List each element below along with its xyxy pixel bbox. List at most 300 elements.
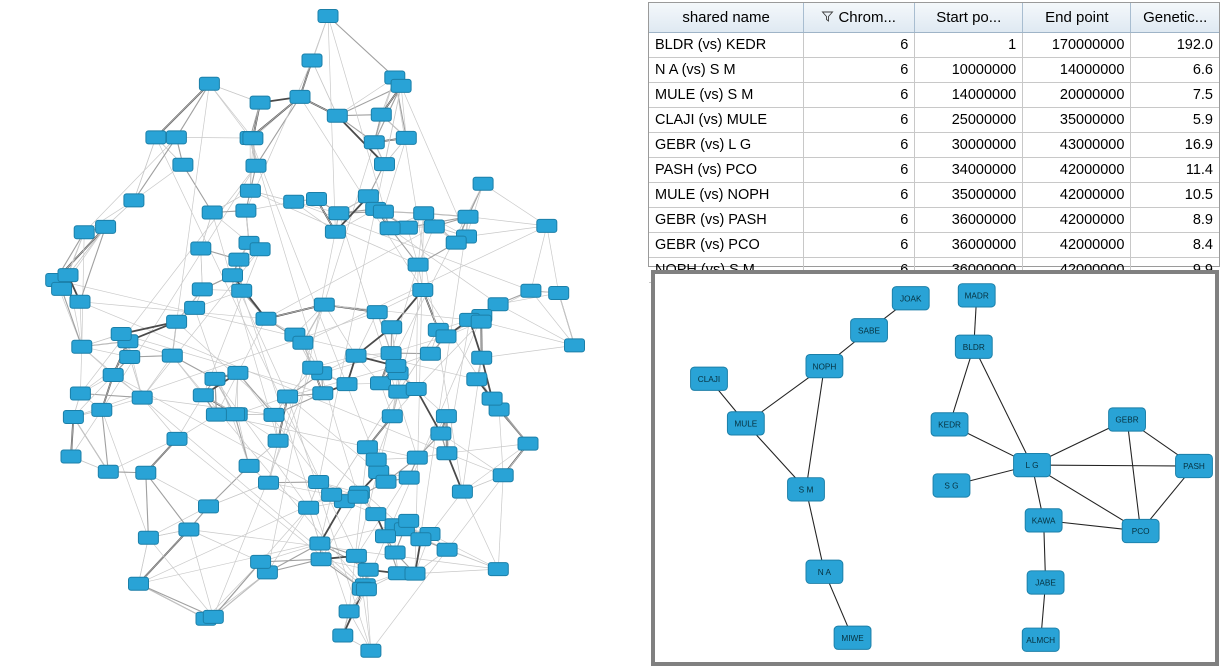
network-edge[interactable] (176, 137, 250, 138)
network-node-shape[interactable] (346, 549, 366, 562)
network-node-shape[interactable] (103, 369, 123, 382)
network-node-shape[interactable] (251, 555, 271, 568)
network-node[interactable] (120, 351, 140, 364)
network-node[interactable] (361, 644, 381, 657)
network-node[interactable] (232, 284, 252, 297)
network-node-shape[interactable] (380, 222, 400, 235)
network-node[interactable] (348, 490, 368, 503)
network-node-shape[interactable] (467, 373, 487, 386)
network-node[interactable] (96, 220, 116, 233)
network-node-shape[interactable] (371, 108, 391, 121)
network-node-shape[interactable] (339, 605, 359, 618)
network-node[interactable] (193, 389, 213, 402)
table-cell-chromosome[interactable]: 6 (804, 183, 915, 208)
network-node-shape[interactable] (357, 441, 377, 454)
network-edge[interactable] (559, 293, 575, 345)
network-node[interactable] (399, 471, 419, 484)
network-node-shape[interactable] (381, 347, 401, 360)
network-node-shape[interactable] (482, 392, 502, 405)
network-edge[interactable] (238, 319, 266, 373)
table-cell-genetic[interactable]: 7.5 (1131, 83, 1219, 108)
network-node-shape[interactable] (521, 284, 541, 297)
network-node[interactable] (58, 269, 78, 282)
network-node-shape[interactable] (488, 563, 508, 576)
network-node[interactable] (727, 412, 764, 435)
network-node[interactable] (52, 282, 72, 295)
network-node-shape[interactable] (70, 295, 90, 308)
table-cell-shared-name[interactable]: MULE (vs) NOPH (649, 183, 804, 208)
table-cell-chromosome[interactable]: 6 (804, 158, 915, 183)
network-node[interactable] (129, 577, 149, 590)
network-node[interactable] (92, 403, 112, 416)
table-row[interactable] (649, 108, 1219, 133)
network-node[interactable] (322, 488, 342, 501)
network-node-shape[interactable] (473, 177, 493, 190)
network-node-shape[interactable] (146, 131, 166, 144)
network-node[interactable] (537, 219, 557, 232)
network-node[interactable] (191, 242, 211, 255)
network-node[interactable] (179, 523, 199, 536)
table-cell-start-point[interactable]: 36000000 (915, 208, 1023, 233)
network-node[interactable] (452, 485, 472, 498)
network-node[interactable] (376, 475, 396, 488)
network-node[interactable] (437, 447, 457, 460)
network-node[interactable] (264, 408, 284, 421)
network-node-shape[interactable] (399, 471, 419, 484)
network-node[interactable] (268, 434, 288, 447)
network-edge[interactable] (1127, 420, 1141, 532)
network-node[interactable] (399, 514, 419, 527)
network-node[interactable] (278, 390, 298, 403)
network-node[interactable] (205, 372, 225, 385)
network-node-shape[interactable] (437, 447, 457, 460)
network-node[interactable] (1014, 453, 1051, 476)
network-edge[interactable] (498, 475, 503, 569)
network-node-shape[interactable] (411, 533, 431, 546)
network-node[interactable] (309, 476, 329, 489)
network-edge[interactable] (328, 16, 395, 78)
network-node-shape[interactable] (373, 205, 393, 218)
network-node-shape[interactable] (318, 10, 338, 23)
network-node[interactable] (124, 194, 144, 207)
network-node-shape[interactable] (356, 583, 376, 596)
network-node[interactable] (103, 369, 123, 382)
network-node[interactable] (259, 476, 279, 489)
table-body[interactable] (649, 33, 1219, 283)
network-node[interactable] (185, 301, 205, 314)
network-node[interactable] (382, 321, 402, 334)
table-cell-start-point[interactable]: 1 (915, 33, 1023, 58)
network-node-shape[interactable] (406, 383, 426, 396)
network-node-shape[interactable] (472, 351, 492, 364)
network-node[interactable] (299, 501, 319, 514)
network-node[interactable] (420, 347, 440, 360)
network-node[interactable] (482, 392, 502, 405)
column-header-chromosome[interactable] (804, 3, 915, 33)
filtered-network-graph-canvas[interactable] (655, 274, 1215, 662)
network-node[interactable] (851, 319, 888, 342)
network-node-shape[interactable] (185, 301, 205, 314)
network-node[interactable] (364, 136, 384, 149)
network-node-shape[interactable] (63, 411, 83, 424)
network-node[interactable] (493, 469, 513, 482)
network-edge[interactable] (362, 589, 371, 651)
column-header-genetic[interactable] (1131, 3, 1219, 33)
table-cell-genetic[interactable]: 16.9 (1131, 133, 1219, 158)
network-node[interactable] (346, 349, 366, 362)
table-cell-end-point[interactable]: 42000000 (1023, 233, 1131, 258)
table-cell-end-point[interactable]: 14000000 (1023, 58, 1131, 83)
network-node-shape[interactable] (232, 284, 252, 297)
network-node[interactable] (243, 132, 263, 145)
table-cell-end-point[interactable]: 20000000 (1023, 83, 1131, 108)
network-node-shape[interactable] (407, 451, 427, 464)
network-node[interactable] (521, 284, 541, 297)
network-edge[interactable] (462, 444, 528, 492)
column-header-shared-name[interactable] (649, 3, 804, 33)
network-node-shape[interactable] (396, 131, 416, 144)
network-node-shape[interactable] (259, 476, 279, 489)
table-cell-end-point[interactable]: 42000000 (1023, 208, 1131, 233)
network-node[interactable] (437, 543, 457, 556)
network-node-shape[interactable] (420, 347, 440, 360)
network-edge[interactable] (391, 265, 418, 354)
network-node-shape[interactable] (329, 207, 349, 220)
network-node-shape[interactable] (382, 321, 402, 334)
network-node[interactable] (407, 451, 427, 464)
network-edge[interactable] (148, 538, 213, 617)
network-node[interactable] (303, 361, 323, 374)
network-edge[interactable] (328, 16, 335, 232)
network-node-shape[interactable] (367, 306, 387, 319)
network-node[interactable] (788, 478, 825, 501)
network-node[interactable] (256, 312, 276, 325)
network-node[interactable] (431, 427, 451, 440)
network-node-shape[interactable] (199, 77, 219, 90)
network-node-shape[interactable] (74, 226, 94, 239)
network-node[interactable] (414, 207, 434, 220)
network-node-shape[interactable] (424, 220, 444, 233)
network-edge[interactable] (235, 414, 250, 466)
network-node[interactable] (373, 205, 393, 218)
network-node-shape[interactable] (290, 90, 310, 103)
network-edge[interactable] (324, 305, 469, 320)
network-node-shape[interactable] (138, 531, 158, 544)
table-cell-end-point[interactable]: 42000000 (1023, 158, 1131, 183)
table-cell-end-point[interactable]: 170000000 (1023, 33, 1131, 58)
network-node[interactable] (1176, 454, 1213, 477)
table-row[interactable] (649, 133, 1219, 158)
network-node-shape[interactable] (307, 193, 327, 206)
network-node[interactable] (366, 453, 386, 466)
table-cell-start-point[interactable]: 25000000 (915, 108, 1023, 133)
network-node[interactable] (236, 204, 256, 217)
network-node-shape[interactable] (366, 508, 386, 521)
network-node[interactable] (958, 284, 995, 307)
network-node-shape[interactable] (98, 465, 118, 478)
network-node-shape[interactable] (414, 207, 434, 220)
network-edge[interactable] (1032, 465, 1194, 466)
network-edge[interactable] (806, 489, 824, 571)
network-node[interactable] (293, 336, 313, 349)
network-node-shape[interactable] (314, 298, 334, 311)
table-cell-start-point[interactable]: 10000000 (915, 58, 1023, 83)
network-node[interactable] (333, 629, 353, 642)
network-node[interactable] (1025, 509, 1062, 532)
network-node-shape[interactable] (202, 206, 222, 219)
network-edge[interactable] (806, 366, 824, 489)
network-node-shape[interactable] (191, 242, 211, 255)
network-node[interactable] (356, 583, 376, 596)
column-header-start-point[interactable] (915, 3, 1023, 33)
table-cell-chromosome[interactable]: 6 (804, 33, 915, 58)
network-node[interactable] (371, 108, 391, 121)
table-cell-shared-name[interactable]: MULE (vs) S M (649, 83, 804, 108)
network-node[interactable] (371, 377, 391, 390)
network-node-shape[interactable] (96, 220, 116, 233)
table-row[interactable] (649, 83, 1219, 108)
network-node[interactable] (1027, 571, 1064, 594)
network-node[interactable] (199, 77, 219, 90)
network-node-shape[interactable] (413, 284, 433, 297)
network-node-shape[interactable] (302, 54, 322, 67)
network-node-shape[interactable] (436, 410, 456, 423)
network-node[interactable] (436, 410, 456, 423)
network-node-shape[interactable] (549, 287, 569, 300)
network-node[interactable] (458, 210, 478, 223)
network-node-shape[interactable] (346, 349, 366, 362)
network-node[interactable] (132, 391, 152, 404)
network-node-shape[interactable] (437, 543, 457, 556)
network-node-shape[interactable] (358, 563, 378, 576)
network-node[interactable] (329, 207, 349, 220)
network-node-shape[interactable] (124, 194, 144, 207)
network-node[interactable] (518, 437, 538, 450)
network-node-shape[interactable] (333, 629, 353, 642)
network-edge[interactable] (134, 137, 156, 200)
network-node-shape[interactable] (385, 546, 405, 559)
network-node-shape[interactable] (293, 336, 313, 349)
network-node[interactable] (167, 432, 187, 445)
network-node-shape[interactable] (405, 567, 425, 580)
network-node[interactable] (173, 158, 193, 171)
table-row[interactable] (649, 233, 1219, 258)
network-node[interactable] (1109, 408, 1146, 431)
network-node[interactable] (240, 184, 260, 197)
network-edge[interactable] (84, 137, 176, 232)
table-cell-shared-name[interactable]: GEBR (vs) PCO (649, 233, 804, 258)
table-cell-start-point[interactable]: 34000000 (915, 158, 1023, 183)
network-edge[interactable] (371, 550, 447, 651)
network-node-shape[interactable] (391, 79, 411, 92)
column-header-end-point[interactable] (1023, 3, 1131, 33)
network-node-shape[interactable] (446, 236, 466, 249)
network-node-shape[interactable] (337, 378, 357, 391)
network-node[interactable] (199, 500, 219, 513)
table-cell-end-point[interactable]: 35000000 (1023, 108, 1131, 133)
network-node[interactable] (70, 387, 90, 400)
table-cell-shared-name[interactable]: GEBR (vs) L G (649, 133, 804, 158)
network-node[interactable] (136, 466, 156, 479)
table-cell-shared-name[interactable]: GEBR (vs) PASH (649, 208, 804, 233)
network-node[interactable] (250, 243, 270, 256)
network-edge[interactable] (467, 226, 547, 237)
table-row[interactable] (649, 158, 1219, 183)
network-edge[interactable] (481, 322, 574, 346)
network-node-shape[interactable] (58, 269, 78, 282)
network-node-shape[interactable] (111, 328, 131, 341)
network-node[interactable] (251, 555, 271, 568)
network-node[interactable] (366, 508, 386, 521)
network-node-shape[interactable] (325, 225, 345, 238)
network-node[interactable] (549, 287, 569, 300)
network-node[interactable] (892, 287, 929, 310)
network-node[interactable] (166, 131, 186, 144)
network-node[interactable] (162, 349, 182, 362)
table-row[interactable] (649, 183, 1219, 208)
network-node[interactable] (408, 258, 428, 271)
network-node-shape[interactable] (322, 488, 342, 501)
table-cell-start-point[interactable]: 30000000 (915, 133, 1023, 158)
network-node[interactable] (931, 413, 968, 436)
edge-attribute-table[interactable] (649, 3, 1219, 283)
table-cell-chromosome[interactable]: 6 (804, 133, 915, 158)
network-node[interactable] (380, 222, 400, 235)
network-node-shape[interactable] (436, 330, 456, 343)
network-node-shape[interactable] (228, 366, 248, 379)
network-node-shape[interactable] (488, 298, 508, 311)
network-node[interactable] (202, 206, 222, 219)
network-node-shape[interactable] (167, 315, 187, 328)
network-node-shape[interactable] (203, 610, 223, 623)
network-node-shape[interactable] (431, 427, 451, 440)
network-node[interactable] (933, 474, 970, 497)
network-node-shape[interactable] (313, 387, 333, 400)
network-node-shape[interactable] (309, 476, 329, 489)
network-node[interactable] (318, 10, 338, 23)
network-node-shape[interactable] (371, 377, 391, 390)
table-cell-shared-name[interactable]: PASH (vs) PCO (649, 158, 804, 183)
network-node-shape[interactable] (303, 361, 323, 374)
network-node-shape[interactable] (136, 466, 156, 479)
network-node[interactable] (358, 190, 378, 203)
network-node-shape[interactable] (565, 339, 585, 352)
filtered-network-graph-panel[interactable] (651, 270, 1219, 666)
table-cell-end-point[interactable]: 42000000 (1023, 183, 1131, 208)
network-node-shape[interactable] (376, 475, 396, 488)
network-node[interactable] (246, 159, 266, 172)
network-node[interactable] (405, 567, 425, 580)
network-node-shape[interactable] (364, 136, 384, 149)
network-node[interactable] (146, 131, 166, 144)
network-node[interactable] (806, 560, 843, 583)
network-node[interactable] (239, 459, 259, 472)
network-node[interactable] (473, 177, 493, 190)
network-edge[interactable] (312, 61, 337, 116)
table-cell-genetic[interactable]: 6.6 (1131, 58, 1219, 83)
network-node[interactable] (413, 284, 433, 297)
network-node-shape[interactable] (366, 453, 386, 466)
network-node[interactable] (488, 298, 508, 311)
network-node[interactable] (98, 465, 118, 478)
network-node[interactable] (138, 531, 158, 544)
network-node[interactable] (381, 347, 401, 360)
table-cell-genetic[interactable]: 5.9 (1131, 108, 1219, 133)
network-node[interactable] (307, 193, 327, 206)
network-node[interactable] (111, 328, 131, 341)
network-node[interactable] (375, 158, 395, 171)
table-cell-start-point[interactable]: 14000000 (915, 83, 1023, 108)
network-node[interactable] (74, 226, 94, 239)
network-node[interactable] (325, 225, 345, 238)
network-edge[interactable] (482, 345, 575, 357)
network-node[interactable] (223, 269, 243, 282)
network-node[interactable] (467, 373, 487, 386)
network-node[interactable] (72, 340, 92, 353)
network-node[interactable] (376, 530, 396, 543)
table-cell-genetic[interactable]: 11.4 (1131, 158, 1219, 183)
network-edge[interactable] (156, 84, 210, 138)
table-cell-chromosome[interactable]: 6 (804, 83, 915, 108)
network-node[interactable] (314, 298, 334, 311)
network-node[interactable] (411, 533, 431, 546)
network-node-shape[interactable] (223, 269, 243, 282)
network-node[interactable] (337, 378, 357, 391)
table-cell-shared-name[interactable]: BLDR (vs) KEDR (649, 33, 804, 58)
network-edge[interactable] (547, 226, 559, 293)
network-node[interactable] (327, 109, 347, 122)
network-node[interactable] (339, 605, 359, 618)
network-node-shape[interactable] (192, 283, 212, 296)
network-node-shape[interactable] (452, 485, 472, 498)
network-node[interactable] (367, 306, 387, 319)
table-cell-chromosome[interactable]: 6 (804, 58, 915, 83)
network-node[interactable] (424, 220, 444, 233)
network-node-shape[interactable] (205, 372, 225, 385)
network-node[interactable] (192, 283, 212, 296)
network-edge[interactable] (974, 347, 1032, 465)
network-node[interactable] (284, 195, 304, 208)
network-node-shape[interactable] (92, 403, 112, 416)
network-edge[interactable] (415, 569, 498, 574)
network-node[interactable] (358, 563, 378, 576)
network-node[interactable] (1022, 628, 1059, 651)
network-node-shape[interactable] (167, 432, 187, 445)
network-node-shape[interactable] (120, 351, 140, 364)
network-node[interactable] (203, 610, 223, 623)
network-edge[interactable] (266, 227, 434, 319)
network-node[interactable] (406, 383, 426, 396)
network-node-shape[interactable] (129, 577, 149, 590)
network-node-shape[interactable] (166, 131, 186, 144)
network-node[interactable] (310, 537, 330, 550)
network-node[interactable] (167, 315, 187, 328)
network-node[interactable] (488, 563, 508, 576)
network-edge[interactable] (383, 138, 406, 212)
network-node-shape[interactable] (311, 553, 331, 566)
network-node-shape[interactable] (537, 219, 557, 232)
network-edge[interactable] (146, 473, 149, 538)
network-node-shape[interactable] (206, 408, 226, 421)
network-node-shape[interactable] (471, 315, 491, 328)
network-node-shape[interactable] (299, 501, 319, 514)
network-node-shape[interactable] (284, 195, 304, 208)
table-row[interactable] (649, 58, 1219, 83)
network-node-shape[interactable] (240, 184, 260, 197)
network-edge[interactable] (195, 308, 250, 466)
network-node-shape[interactable] (408, 258, 428, 271)
network-node[interactable] (206, 408, 226, 421)
